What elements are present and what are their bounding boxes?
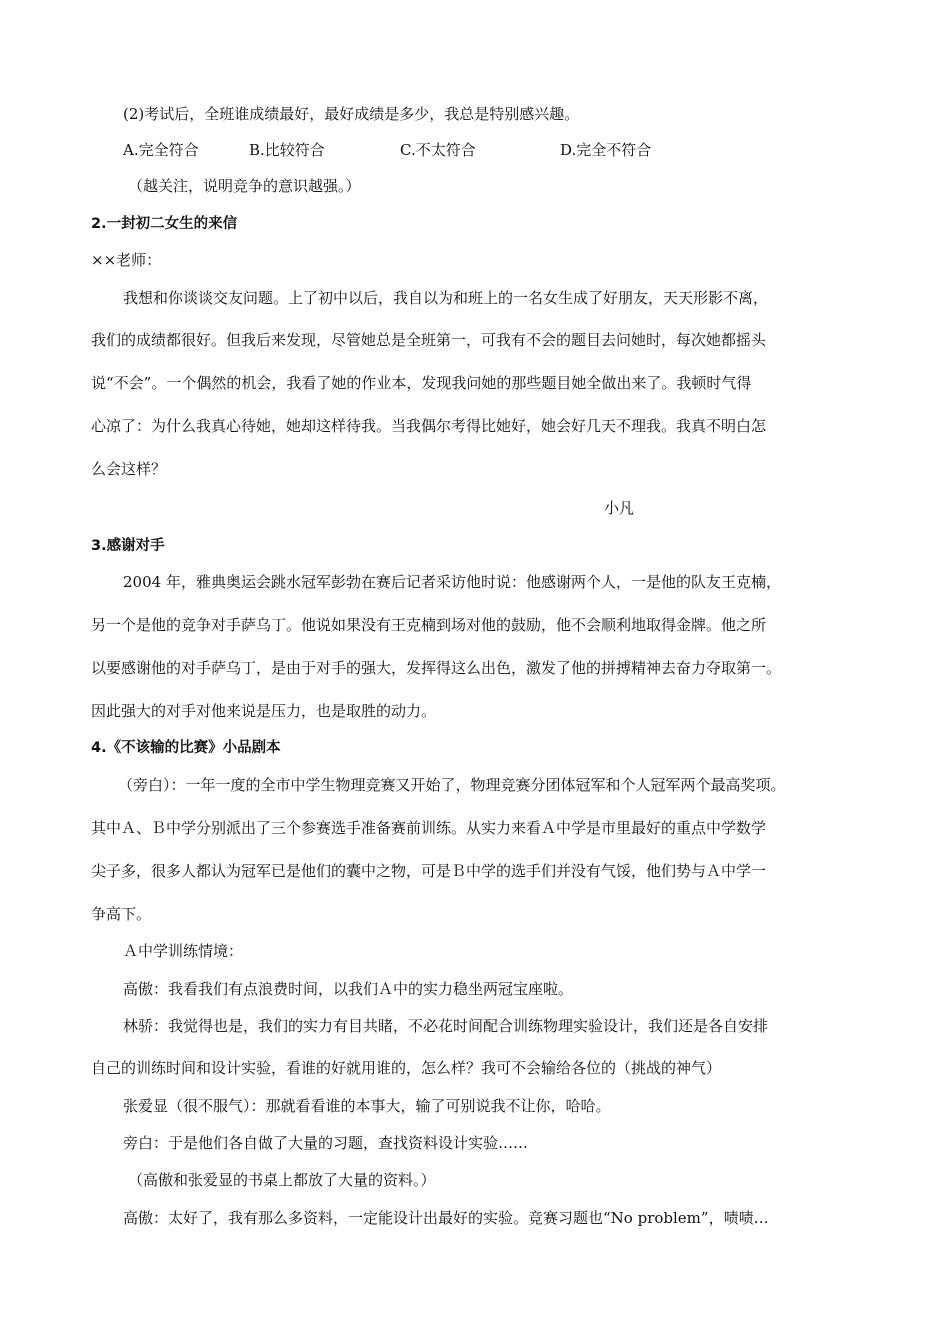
option-c: C.不太符合 [400, 141, 476, 159]
script-line: 自己的训练时间和设计实验，看谁的好就用谁的，怎么样？我可不会输给各位的（挑战的神气） [91, 1059, 722, 1077]
option-a: A.完全符合 [123, 141, 199, 159]
script-line: （高傲和张爱显的书桌上都放了大量的资料。） [128, 1171, 436, 1189]
section-4-heading: 4.《不该输的比赛》小品剧本 [91, 740, 281, 756]
option-b: B.比较符合 [249, 141, 325, 159]
script-line: 张爱显（很不服气）：那就看看谁的本事大，输了可别说我不让你，哈哈。 [123, 1097, 611, 1115]
letter-line: 说“不会”。一个偶然的机会，我看了她的作业本，发现我问她的那些题目她全做出来了。我顿时气得 [91, 374, 752, 392]
script-line: Ａ中学训练情境： [123, 942, 244, 960]
script-line: 高傲：我看我们有点浪费时间，以我们Ａ中的实力稳坐两冠宝座啦。 [123, 980, 574, 998]
script-line: （旁白）：一年一度的全市中学生物理竞赛又开始了，物理竞赛分团体冠军和个人冠军两个最高奖项。 [118, 776, 786, 794]
option-d: D.完全不符合 [560, 141, 652, 159]
section-2-heading: 2.一封初二女生的来信 [91, 216, 238, 232]
question-2-text: (2)考试后，全班谁成绩最好，最好成绩是多少，我总是特别感兴趣。 [123, 105, 580, 123]
letter-line: 我们的成绩都很好。但我后来发现，尽管她总是全班第一，可我有不会的题目去问她时，每次她都摇头 [91, 331, 767, 349]
letter-salutation: ××老师： [91, 251, 162, 269]
script-line: 争高下。 [91, 905, 152, 923]
script-line: 旁白：于是他们各自做了大量的习题，查找资料设计实验…… [123, 1134, 529, 1152]
letter-signature: 小凡 [604, 499, 635, 517]
script-line: 高傲：太好了，我有那么多资料，一定能设计出最好的实验。竞赛习题也“No problem”，啧啧… [123, 1209, 769, 1227]
script-line: 林骄：我觉得也是，我们的实力有目共睹，不必花时间配合训练物理实验设计，我们还是各自安排 [123, 1017, 769, 1035]
script-line: 尖子多，很多人都认为冠军已是他们的囊中之物，可是Ｂ中学的选手们并没有气馁，他们势与Ａ中学一 [91, 862, 767, 880]
letter-line: 心凉了：为什么我真心待她，她却这样待我。当我偶尔考得比她好，她会好几天不理我。我真不明白怎 [91, 417, 767, 435]
letter-line: 么会这样？ [91, 460, 167, 478]
section-3-heading: 3.感谢对手 [91, 538, 165, 554]
paragraph-line: 因此强大的对手对他来说是压力，也是取胜的动力。 [91, 702, 437, 720]
letter-line: 我想和你谈谈交友问题。上了初中以后，我自以为和班上的一名女生成了好朋友，天天形影不离， [123, 289, 769, 307]
paragraph-line: 另一个是他的竞争对手萨乌丁。他说如果没有王克楠到场对他的鼓励，他不会顺利地取得金牌。他之所 [91, 616, 767, 634]
script-line: 其中Ａ、Ｂ中学分别派出了三个参赛选手准备赛前训练。从实力来看Ａ中学是市里最好的重点中学数学 [91, 819, 767, 837]
paragraph-line: 2004 年，雅典奥运会跳水冠军彭勃在赛后记者采访他时说：他感谢两个人，一是他的队友王克楠， [123, 573, 781, 591]
paragraph-line: 以要感谢他的对手萨乌丁，是由于对手的强大，发挥得这么出色，激发了他的拼搏精神去奋力夺取第一。 [91, 659, 782, 677]
question-2-note: （越关注，说明竞争的意识越强。） [128, 177, 361, 195]
